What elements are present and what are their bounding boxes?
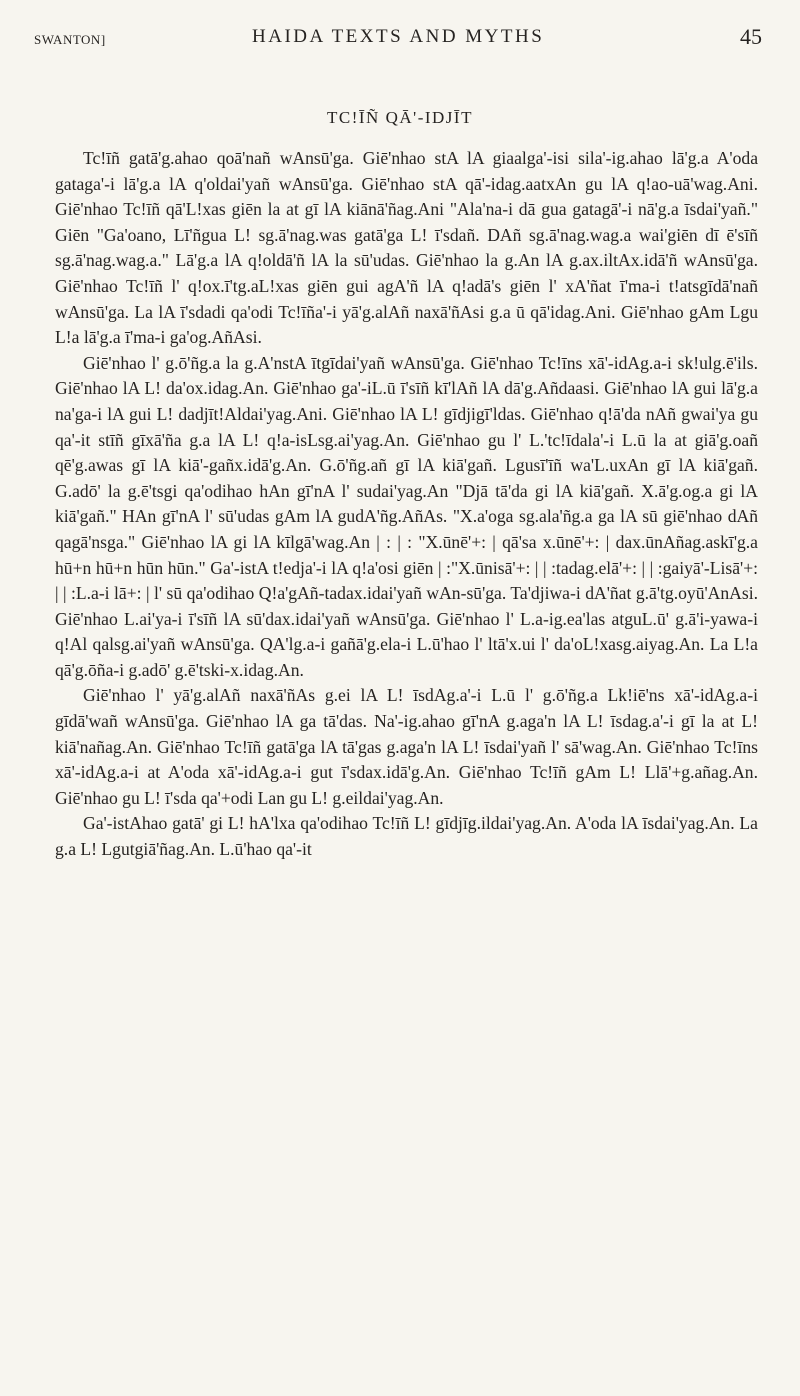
running-head-title: HAIDA TEXTS AND MYTHS <box>252 26 545 47</box>
running-head <box>34 24 762 54</box>
paragraph: Giē'nhao l' g.ō'ñg.a la g.A'nstA ītgīdai'yañ wAnsū'ga. Giē'nhao Tc!īns xā'-idAg.a-i sk!ulg.ē'ils. Giē'nhao lA L! da'ox.idag.An. Giē'nhao ga'-iL.ū ī'sīñ kī'lAñ lA dā'g.Añdaasi. Giē'nhao lA gui lā'g.a na'ga-i lA gui L! dadjīt!Aldai'yag.Ani. Giē'nhao lA L! gīdjigī'ldas. Giē'nhao q!ā'da nAñ gwai'ya gu qa'-it stīñ gīxā'ña g.a lA L! q!a-isLsg.ai'yag.An. Giē'nhao gu l' L.'tc!īdala'-i L.ū la at giā'g.oañ qē'g.awas gī lA kiā'-gañx.idā'g.An. G.ō'ñg.añ gī lA kiā'gañ. Lgusī'īñ wa'L.uxAn gī lA kiā'gañ. G.adō' la g.ē'tsgi qa'odihao hAn gī'nA l' sudai'yag.An "Djā tā'da gi lA kiā'gañ. X.ā'g.og.a gi lA kiā'gañ." HAn gī'nA l' sū'udas gAm lA gudA'ñg.AñAs. "X.a'oga sg.ala'ñg.a ga lA sū giē'nhao dAñ qagā'nsga." Giē'nhao lA gi lA kīlgā'wag.An | : | : "X.ūnē'+: | qā'sa x.ūnē'+: | dax.ūnAñag.askī'g.a hū+n hū+n hūn hūn." Ga'-istA t!edja'-i lA q!a'osi giēn | :"X.ūnisā'+: | | :tadag.elā'+: | | :gaiyā'-Lisā'+: | | :L.a-i lā+: | l' sū qa'odihao Q!a'gAñ-tadax.idai'yañ wAn-sū'ga. Ta'djiwa-i dA'ñat g.ā'tg.oyū'AnAsi. Giē'nhao L.ai'ya-i ī'sīñ lA sū'dax.idai'yañ wAnsū'ga. Giē'nhao l' L.a-ig.ea'las atguL.ū' g.ā'i-yawa-i q!Al qalsg.ai'yañ wAnsū'ga. QA'lg.a-i gañā'g.ela-i L.ū'hao l' ltā'x.ui l' da'oL!xasg.aiyag.An. La L!a qā'g.ōña-i g.adō' g.ē'tski-x.idag.An. <box>55 352 758 680</box>
body-text <box>55 146 758 863</box>
paragraph: Ga'-istAhao gatā' gi L! hA'lxa qa'odihao Tc!īñ L! gīdjīg.ildai'yag.An. A'oda lA īsdai'yag.An. La g.a L! Lgutgiā'ñag.An. L.ū'hao qa'-it <box>55 813 758 860</box>
paragraph: Giē'nhao l' yā'g.alAñ naxā'ñAs g.ei lA L! īsdAg.a'-i L.ū l' g.ō'ñg.a Lk!iē'ns xā'-idAg.a-i gīdā'wañ wAnsū'ga. Giē'nhao lA ga tā'das. Na'-ig.ahao gī'nA g.aga'n lA L! īsdag.a'-i gī la at L! kiā'nañag.An. Giē'nhao Tc!īñ gatā'ga lA tā'gas g.aga'n lA L! īsdai'yañ l' sā'wag.An. Giē'nhao Tc!īns xā'-idAg.a-i at A'oda xā'-idAg.a-i gut ī'sdax.idā'g.An. Giē'nhao Tc!īñ gAm L! Llā'+g.añag.An. Giē'nhao gu L! ī'sda qa'+odi Lan gu L! g.eildai'yag.An. <box>55 685 758 808</box>
page-number: 45 <box>740 24 762 49</box>
running-head-author: SWANTON] <box>34 32 106 47</box>
paragraph: Tc!īñ gatā'g.ahao qoā'nañ wAnsū'ga. Giē'nhao stA lA giaalga'-isi sila'-ig.ahao lā'g.a A'oda gataga'-i lā'g.a lA q'oldai'yañ wAnsū'ga. Giē'nhao stA qā'-idag.aatxAn gu lA q!ao-uā'wag.Ani. Giē'nhao Tc!īñ qā'L!xas giēn la at gī lA kiānā'ñag.Ani "Ala'na-i dā gua gatagā'-i nā'g.a īsdai'yañ." Giēn "Ga'oano, Lī'ñgua L! sg.ā'nag.was gatā'ga L! ī'sdañ. DAñ sg.ā'nag.wag.a wai'giēn dī ē'sīñ sg.ā'nag.wag.a." Lā'g.a lA q!oldā'ñ lA la sū'udas. Giē'nhao la g.An lA g.ax.iltAx.idā'ñ wAnsū'ga. Giē'nhao Tc!īñ l' q!ox.ī'tg.aL!xas giēn gui agA'ñ lA q!adā's giēn l' xA'ñat ī'ma-i t!atsgīdā'nañ wAnsū'ga. La lA ī'sdadi qa'odi Tc!īña'-i yā'g.alAñ naxā'ñAsi g.a ū qā'idag.Ani. Giē'nhao gAm Lgu L!a lā'g.a ī'ma-i ga'og.AñAsi. <box>55 148 758 348</box>
section-title: TC!ĪÑ QĀ'-IDJĪT <box>327 108 473 127</box>
